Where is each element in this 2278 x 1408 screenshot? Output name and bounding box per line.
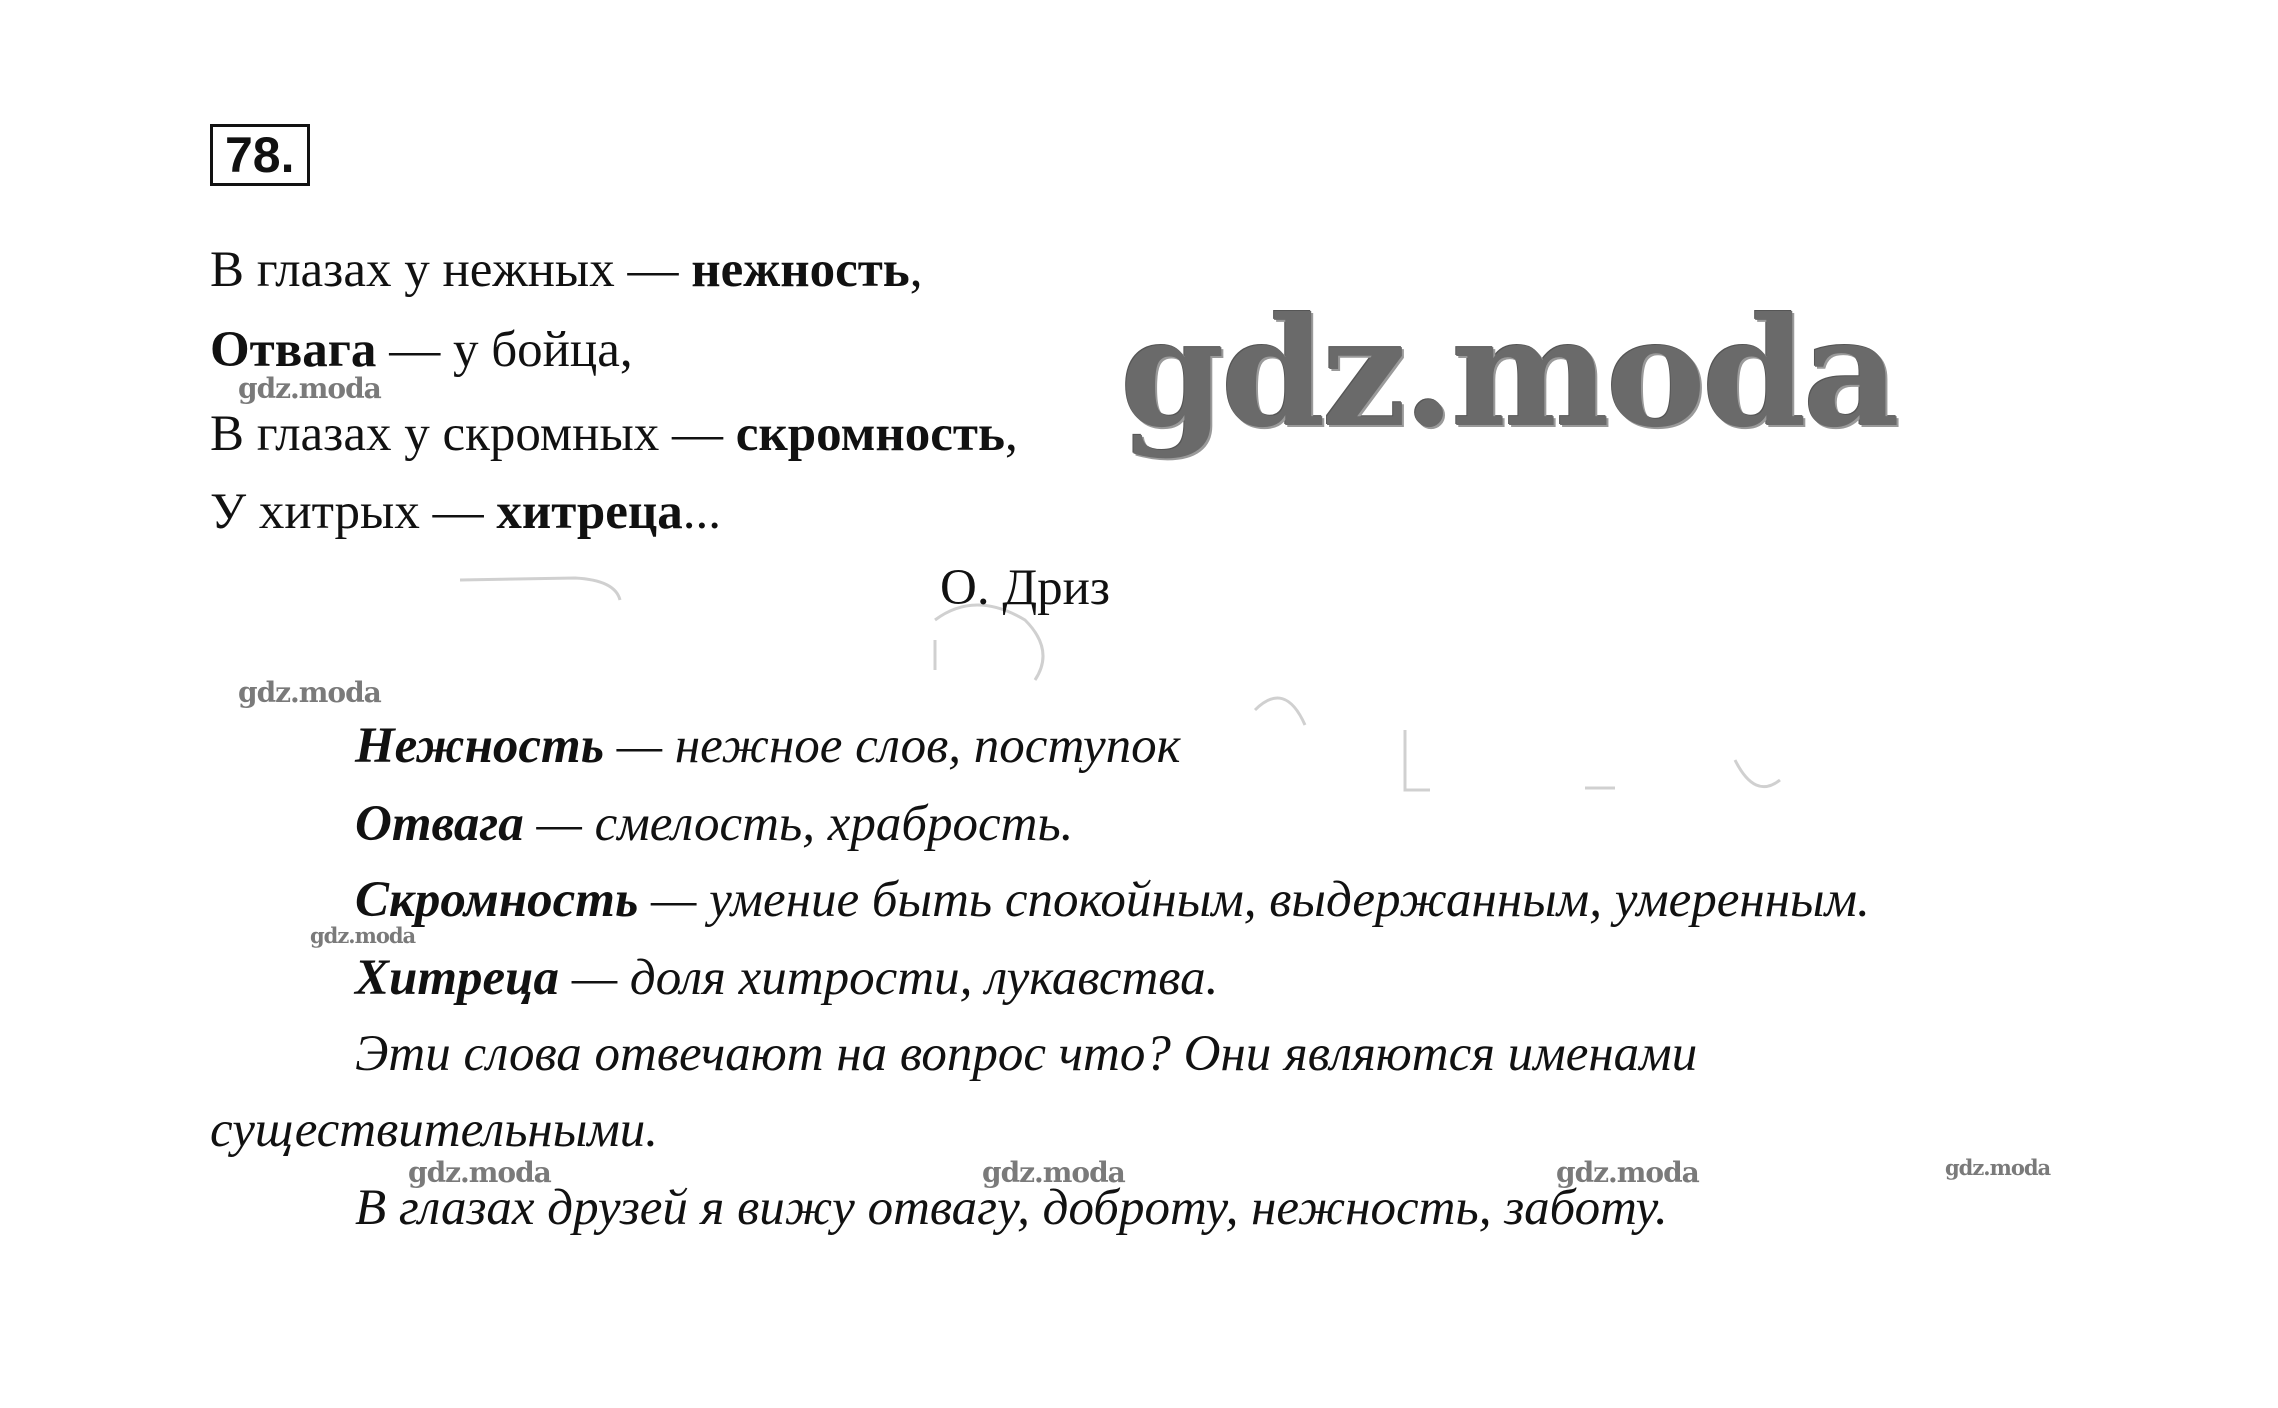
poem-line-4-keyword: хитреца	[496, 484, 683, 540]
definition-2	[355, 794, 1073, 854]
definition-4-term: Хитреца	[355, 950, 560, 1006]
watermark-small: gdz.moda	[408, 1156, 551, 1189]
watermark-small: gdz.moda	[982, 1156, 1125, 1189]
definition-3-term: Скромность	[355, 872, 639, 928]
faded-background-watermark	[455, 560, 1795, 820]
poem-line-2	[210, 320, 633, 380]
definition-1-text: — нежное слов, поступок	[604, 718, 1181, 774]
poem-line-3-text: В глазах у скромных —	[210, 406, 736, 462]
poem-line-3	[210, 404, 1018, 464]
poem-line-2-keyword: Отвага	[210, 322, 377, 378]
definition-4	[355, 948, 1218, 1008]
watermark-large: gdz.moda	[1120, 285, 1897, 461]
definition-2-text: — смелость, храбрость.	[523, 796, 1074, 852]
definition-1	[355, 716, 1181, 776]
poem-line-4	[210, 482, 721, 542]
poem-line-3-keyword: скромность	[735, 406, 1005, 462]
poem-line-4-text: У хитрых —	[210, 484, 497, 540]
watermark-small: gdz.moda	[310, 923, 416, 948]
poem-line-2-text: — у бойца,	[376, 322, 633, 378]
poem-line-1-punct: ,	[909, 242, 923, 298]
poem-line-1	[210, 240, 923, 300]
poem-line-1-keyword: нежность	[691, 242, 910, 298]
definition-4-text: — доля хитрости, лукавства.	[559, 950, 1219, 1006]
definition-3-text: — умение быть спокойным, выдержанным, умеренным.	[638, 872, 1870, 928]
watermark-small: gdz.moda	[1945, 1155, 2051, 1180]
poem-line-1-text: В глазах у нежных —	[210, 242, 692, 298]
watermark-small: gdz.moda	[1556, 1156, 1699, 1189]
paragraph-line-2: существительными.	[210, 1102, 659, 1158]
watermark-small: gdz.moda	[238, 676, 381, 709]
poem-line-4-punct: ...	[682, 484, 722, 540]
definition-1-term: Нежность	[355, 718, 605, 774]
poem-author: О. Дриз	[940, 560, 1111, 616]
example-sentence: В глазах друзей я вижу отвагу, доброту, нежность, заботу.	[355, 1180, 1668, 1236]
definition-3	[355, 870, 1870, 930]
definition-2-term: Отвага	[355, 796, 524, 852]
watermark-small: gdz.moda	[238, 372, 381, 405]
paragraph-line-1: Эти слова отвечают на вопрос что? Они являются именами	[355, 1026, 1698, 1082]
task-number: 78.	[210, 124, 310, 186]
poem-line-3-punct: ,	[1004, 406, 1018, 462]
